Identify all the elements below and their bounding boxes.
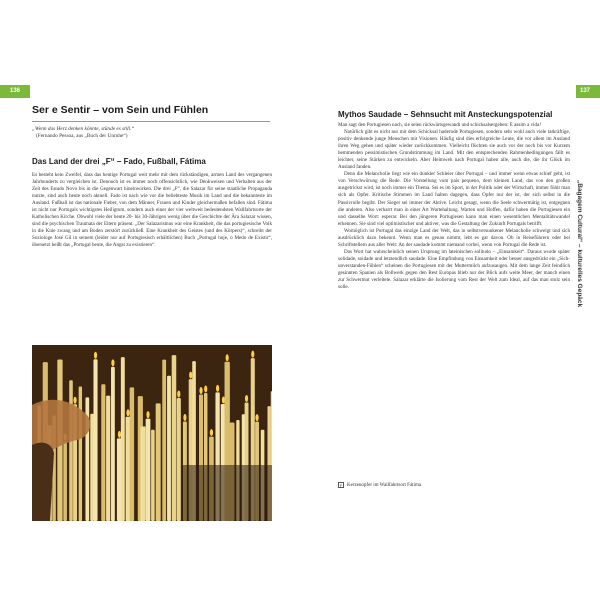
candle [156,403,161,521]
right-paragraph: Womöglich ist Portugal das einzige Land der Welt, das in selbstversunkener Melancholie schwelgt und sich ausdrücklich dazu bekennt. Wenn man es genau nimmt, lebt es gar davon. Ob in Reiseführern oder bei Schriftstellern aus aller Welt: An der saudade kommt niemand vorbei, wenn von Portugal die Rede ist. [338,227,570,248]
candle [111,367,115,521]
flame [94,352,97,359]
candle [63,441,67,521]
flame [216,385,219,392]
candle [69,380,73,521]
epigraph-source: (Fernando Pessoa, aus „Buch der Unruhe“) [36,133,128,140]
flame [204,385,207,392]
flame [111,359,114,366]
candle [140,426,145,521]
section-heading-right: Mythos Saudade – Sehnsucht mit Ansteckungspotenzial [338,110,553,119]
shadow [182,465,272,521]
flame [177,391,180,398]
caption-text: Kerzenopfer im Wallfahrtsort Fátima [347,482,422,488]
candle [101,384,105,521]
flame [245,395,248,402]
flame [189,372,192,379]
caption-marker-icon: F [339,483,343,488]
candle [146,419,151,521]
flame [183,414,186,421]
flame [146,411,149,418]
flame [73,397,76,404]
epigraph-quote: „Wenn das Herz denken könnte, stünde es still.“ [32,126,135,132]
candles-photo [32,345,272,521]
candle [151,430,155,521]
left-paragraph: Es besteht kein Zweifel, dass das heutige Portugal weit mehr mit dem rückständigen, armen Land des vergangenen Jahrhunderts zu vergleichen ist. Dennoch ist es immer noch offensichtlich, wie Denkweisen und Verhalten aus der Zeit des Estado Novo bis in die Gegenwart hineinwirken. Die drei „F“, die Salazar für seine staatliche Propaganda nutzte, sind auch heute noch aktuell. Fado ist nach wie vor die beliebteste Musik im Land und die bekannteste im Ausland. Fußball ist das nationale Fieber, von dem Männer, Frauen und Kinder gleichermaßen befallen sind. Fátima ist nicht nur Portugals wichtigstes Heiligtum, sondern auch einer der vier weltweit bedeutendsten Wallfahrtsorte der Katholischen Kirche. Obwohl viele der heute 20- bis 30-Jährigen wenig über die Geschichte der Ära Salazar wissen, sind die psychischen Traumata der Eltern präsent. „Der Salazarismus war eine Krankheit, die das portugiesische Volk in die Knie zwang und am Boden zerstört zurückließ. Eine Krankheit des Geistes (und des Körpers)“, schreibt der Soziologe José Gil in seinem (leider nur auf Portugiesisch erhältlichen) Buch „Portugal hoje, o Medo de Existir“, übersetzt heißt das „Portugal heute, die Angst zu existieren“. [32,172,272,249]
candle [79,387,82,521]
right-page [300,0,600,600]
right-paragraph: Natürlich gibt es nicht nur mit dem Schicksal hadernde Portugiesen, sondern sehr wohl auch viele tatkräftige, positiv denkende junge Menschen mit Visionen. Häufig sind dies erfolgreiche Leute, die vor allem im Ausland ihren Weg gehen und später wieder zurückkommen. Vielleicht flüchten sie auch vor der noch bis vor Kurzem hemmenden pessimistischen Grundstimmung im Land. Mit den entsprechenden Rahmenbedingungen fällt es leichter, seine Stärken zu entwickeln. Aber Heimweh nach Portugal haben alle, auch die, die ihr Glück im Ausland fanden. [338,129,570,171]
candle [93,359,97,521]
candle [130,387,134,521]
right-paragraph: Denn die Melancholie liegt wie ein dunkler Schleier über Portugal – und immer wenn etwas schief geht, ist von Verschwörung die Rede. Die Vorstellung vom país pequeno, dem kleinen Land, das von den großen ausgetrickst wird, ist noch immer ein Thema. Sei es im Sport, in der Politik oder der Wirtschaft, immer fühlt man sich als Opfer. Kritische Stimmen im Land halten dagegen, dass Opfer nur der ist, der sich selbst in die Passivrolle begibt. Der Sieger sei immer der Aktive. Leicht gesagt, wenn die Seele schwermütig ist, entgegnen die anderen. Also verharrt man in einer Art Wartehaltung. Warten und Hoffen, dafür haben die Portugiesen ein und dasselbe Wort: esperar. Bei den jüngeren Portugiesen kann man einen wesentlichen Mentalitätswandel erkennen. Sie sind viel optimistischer und aktiver, was die Gestaltung der Zukunft Portugals betrifft. [338,171,570,227]
right-paragraph: Das Wort hat wahrscheinlich seinen Ursprung im lateinischen solitudo – „Einsamkeit“. Daraus wurde später solidade, soidade und letztendlich saudade. Eine Empfindung von Einsamkeit oder besser ausgedrückt ein „Sich-unverstanden-Fühlen“ scheinen die Portugiesen mit der Muttermilch aufzusaugen. Mit dem lange Zeit feindlich gesinnten Spanien als Bollwerk gegen den Rest Europas blieb nur der Blick aufs weite Meer, der manch einen zur Schwermut verleitete. Salazar erklärte die Isolierung vom Rest der Welt zum Ideal, auf das man stolz sein solle. [338,248,570,291]
flame [118,431,121,438]
right-body-text [338,122,570,452]
flame [226,354,229,361]
flame [251,351,254,358]
candle [172,355,177,521]
flame [199,387,202,394]
candle [162,360,166,521]
candle [121,357,125,521]
candles-illustration [32,345,272,521]
left-body-text [32,172,272,334]
page-number-right: 137 [576,85,600,98]
flame [126,409,129,416]
candle [177,398,181,521]
page-number-left: 136 [0,85,30,98]
section-heading: Das Land der drei „F“ – Fado, Fußball, Fátima [32,157,206,166]
flame [210,429,213,436]
candle [90,414,93,521]
right-paragraph: Man sagt den Portugiesen nach, sie seien rückwärtsgewandt und schicksalsergeben: É assim a vida! [338,122,542,128]
heading-rule [32,121,270,122]
flame [255,414,258,421]
candle [106,396,110,521]
chapter-heading: Ser e Sentir – vom Sein und Fühlen [32,104,209,116]
epigraph [32,126,272,141]
photo-caption [338,482,568,488]
candle [167,376,171,521]
running-side-title: „Bagagem Cultural“ – kulturelles Gepäck [576,180,583,308]
